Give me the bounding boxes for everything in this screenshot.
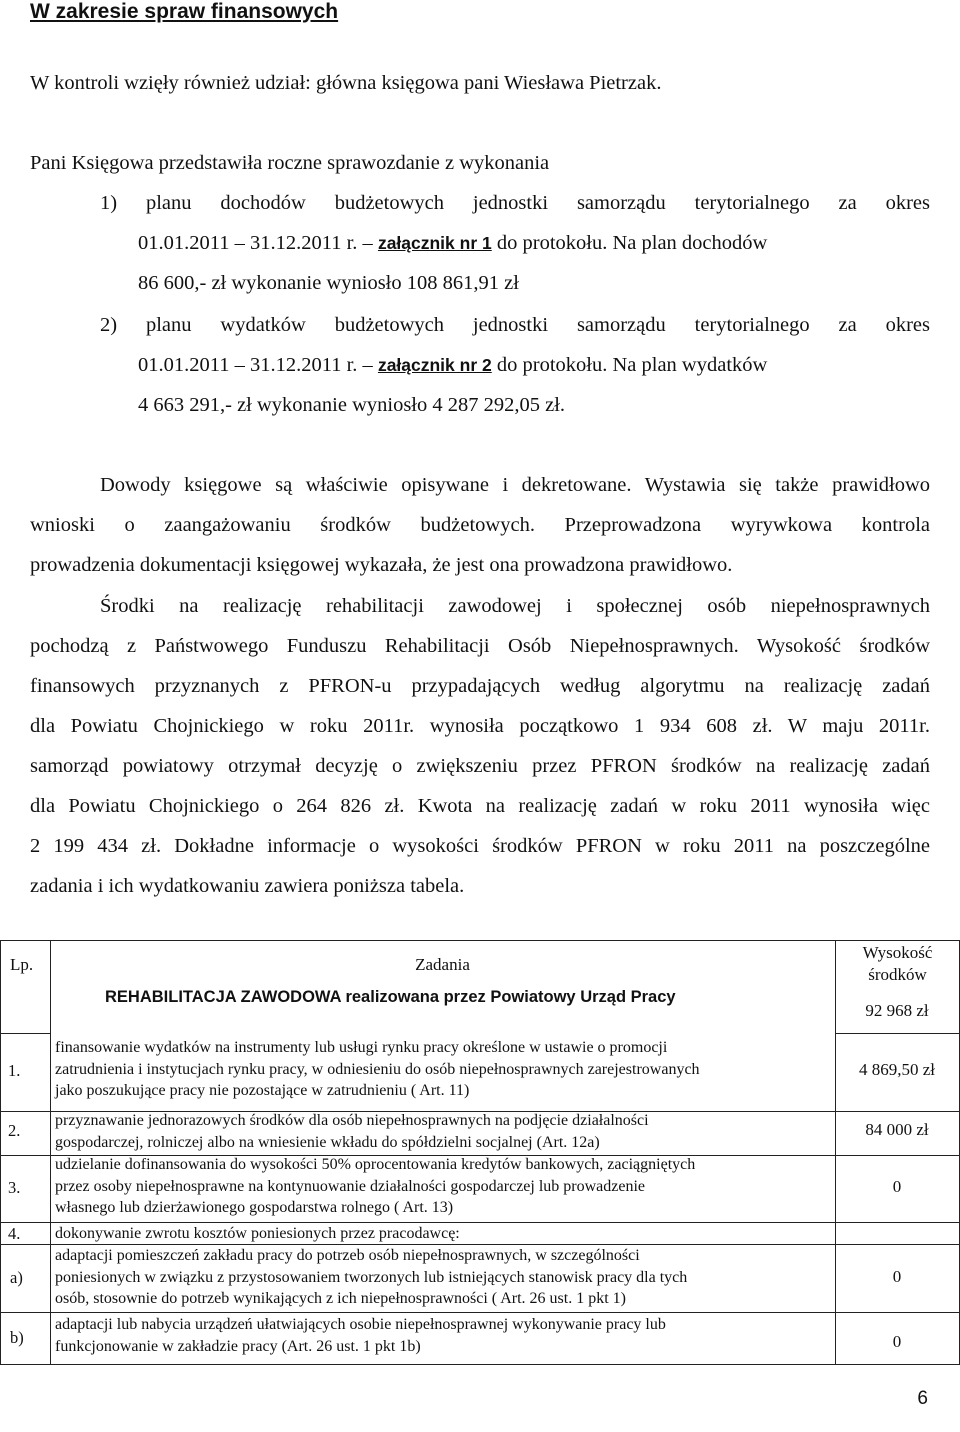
table-border-left	[0, 940, 1, 1365]
row-description	[55, 1245, 835, 1310]
table-rule	[0, 1033, 50, 1034]
row-description	[55, 1110, 835, 1153]
item2-line1: 2) planu wydatków budżetowych jednostki samorządu terytorialnego za okres	[100, 314, 930, 336]
table-column-rule	[50, 940, 51, 1365]
p4-line8: zadania i ich wydatkowaniu zawiera poniższa tabela.	[30, 875, 465, 897]
row-text-line: udzielanie dofinansowania do wysokości 50% oprocentowania kredytów bankowych, zaciągniętych	[55, 1156, 696, 1173]
paragraph-participants: W kontroli wzięły również udział: główna księgowa pani Wiesława Pietrzak.	[30, 72, 662, 94]
row-amount: 0	[892, 1332, 902, 1351]
row-text-line: poniesionych w związku z przystosowaniem tworzonych lub istniejących stanowisk pracy dla tych	[55, 1268, 688, 1286]
section-title-vocational-rehab: REHABILITACJA ZAWODOWA realizowana przez Powiatowy Urząd Pracy	[105, 988, 676, 1006]
row-text-line: adaptacji lub nabycia urządzeń ułatwiających osobie niepełnosprawnej wykonywanie pracy lub	[55, 1316, 666, 1333]
row-text-line: osób, stosownie do potrzeb wynikających z ich niepełnosprawności ( Art. 26 ust. 1 pkt 1)	[55, 1290, 626, 1307]
row-description	[55, 1154, 835, 1219]
row-text-line: funkcjonowanie w zakładzie pracy (Art. 26 ust. 1 pkt 1b)	[55, 1337, 421, 1355]
row-amount: 4 869,50 zł	[858, 1060, 936, 1079]
row-lp: a)	[10, 1268, 23, 1287]
p3-line1: Dowody księgowe są właściwie opisywane i dekretowane. Wystawia się także prawidłowo	[100, 474, 930, 496]
item2-period: 01.01.2011 – 31.12.2011 r. –	[138, 354, 378, 376]
row-text-line: zatrudnienia i instytucjach rynku pracy, w odniesieniu do osób niepełnosprawnych zarejestrowanych	[55, 1060, 700, 1078]
p3-line3: prowadzenia dokumentacji księgowej wykazała, że jest ona prowadzona prawidłowo.	[30, 554, 733, 576]
table-rule	[835, 1033, 960, 1034]
p4-line6: dla Powiatu Chojnickiego o 264 826 zł. Kwota na realizację zadań w roku 2011 wynosiła więc	[30, 795, 930, 817]
row-description	[55, 1314, 835, 1357]
row-amount: 0	[892, 1177, 902, 1196]
p4-line4: dla Powiatu Chojnickiego w roku 2011r. wynosiła początkowo 1 934 608 zł. W maju 2011r.	[30, 715, 930, 737]
row-text-line: przyznawanie jednorazowych środków dla osób niepełnosprawnych na podjęcie działalności	[55, 1112, 649, 1129]
header-tasks: Zadania	[415, 955, 470, 974]
row-description	[55, 1223, 835, 1245]
row-description	[55, 1037, 835, 1102]
row-amount: 0	[892, 1267, 902, 1286]
p4-line3: finansowych przyznanych z PFRON-u przypadających według algorytmu na realizację zadań	[30, 675, 930, 697]
table-border-top	[0, 940, 960, 941]
row-text-line: własnego lub dzierżawionego gospodarstwa rolnego ( Art. 13)	[55, 1199, 454, 1216]
row-amount: 84 000 zł	[865, 1120, 929, 1139]
table-border-bottom	[0, 1364, 960, 1365]
item2-line3: 4 663 291,- zł wykonanie wyniosło 4 287 292,05 zł.	[138, 394, 566, 416]
item1-line2	[138, 230, 930, 256]
row-text-line: finansowanie wydatków na instrumenty lub usługi rynku pracy określone w ustawie o promocji	[55, 1039, 668, 1056]
item2-plan: do protokołu. Na plan wydatków	[491, 354, 768, 376]
p4-line5: samorząd powiatowy otrzymał decyzję o zwiększeniu przez PFRON środków na realizację zadań	[30, 755, 930, 777]
pfron-funds-table	[0, 940, 960, 1376]
row-lp: 4.	[8, 1224, 21, 1243]
item2-line2	[138, 352, 930, 378]
attachment-2-link: załącznik nr 2	[377, 355, 492, 375]
p3-line2: wnioski o zaangażowaniu środków budżetowych. Przeprowadzona wyrywkowa kontrola	[30, 514, 930, 536]
row-lp: 3.	[8, 1178, 21, 1197]
table-rule	[0, 1312, 960, 1313]
row-text-line: adaptacji pomieszczeń zakładu pracy do potrzeb osób niepełnosprawnych, w szczególności	[55, 1247, 640, 1264]
row-lp: 2.	[8, 1121, 21, 1140]
row-lp: b)	[10, 1328, 24, 1347]
header-amount: Wysokość środków	[862, 943, 933, 984]
page-number: 6	[917, 1388, 928, 1409]
header-lp: Lp.	[10, 955, 34, 974]
row-text-line: gospodarczej, rolniczej albo na wniesienie wkładu do spółdzielni socjalnej (Art. 12a)	[55, 1133, 600, 1151]
row-text-line: jako poszukujące pracy nie pozostające w zatrudnieniu ( Art. 11)	[55, 1082, 470, 1099]
attachment-1-link: załącznik nr 1	[377, 233, 492, 253]
item1-line1: 1) planu dochodów budżetowych jednostki samorządu terytorialnego za okres	[100, 192, 930, 214]
section-amount: 92 968 zł	[865, 1001, 929, 1020]
item1-line3: 86 600,- zł wykonanie wyniosło 108 861,91 zł	[138, 272, 519, 294]
row-text-line: przez osoby niepełnosprawne na kontynuowanie działalności gospodarczej lub prowadzenie	[55, 1177, 646, 1195]
p4-line1: Środki na realizację rehabilitacji zawodowej i społecznej osób niepełnosprawnych	[100, 595, 930, 617]
item1-plan: do protokołu. Na plan dochodów	[491, 232, 768, 254]
section-heading: W zakresie spraw finansowych	[30, 0, 339, 23]
row-text-line: dokonywanie zwrotu kosztów poniesionych przez pracodawcę:	[55, 1225, 460, 1242]
row-lp: 1.	[8, 1061, 21, 1080]
paragraph-report-intro: Pani Księgowa przedstawiła roczne sprawozdanie z wykonania	[30, 152, 550, 174]
p4-line7: 2 199 434 zł. Dokładne informacje o wysokości środków PFRON w roku 2011 na poszczególne	[30, 835, 930, 857]
p4-line2: pochodzą z Państwowego Funduszu Rehabilitacji Osób Niepełnosprawnych. Wysokość środków	[30, 635, 930, 657]
item1-period: 01.01.2011 – 31.12.2011 r. –	[138, 232, 378, 254]
